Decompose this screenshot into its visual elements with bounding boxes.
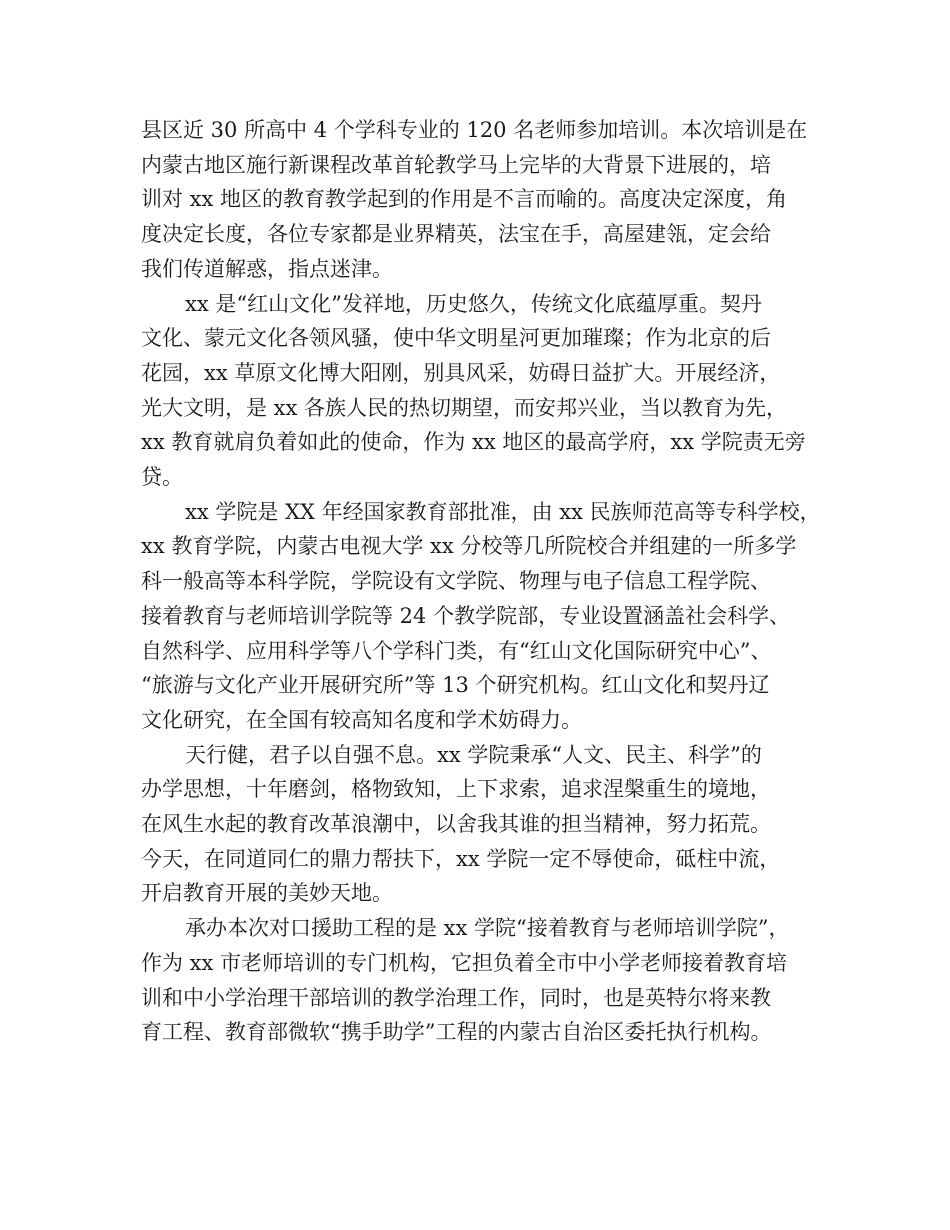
- text-line: 文化、蒙元文化各领风骚，使中华文明星河更加璀璨；作为北京的后: [141, 326, 771, 351]
- text-line: 办学思想，十年磨剑，格物致知，上下求索，追求涅槃重生的境地，: [141, 777, 771, 802]
- text-line: xx 教育就肩负着如此的使命，作为 xx 地区的最高学府，xx 学院责无旁: [141, 430, 806, 455]
- text-line: 县区近 30 所高中 4 个学科专业的 120 名老师参加培训。本次培训是在: [141, 118, 808, 142]
- text-line: 自然科学、应用科学等八个学科门类，有“红山文化国际研究中心”、: [141, 638, 772, 663]
- paragraph: [141, 287, 831, 495]
- paragraph: [141, 495, 831, 738]
- text-line: 在风生水起的教育改革浪潮中，以舍我其谁的担当精神，努力拓荒。: [141, 812, 771, 837]
- text-line: 贷。: [141, 465, 183, 490]
- text-line: xx 教育学院，内蒙古电视大学 xx 分校等几所院校合并组建的一所多学: [141, 534, 797, 559]
- paragraph: [141, 911, 831, 1050]
- text-line: “旅游与文化产业开展研究所”等 13 个研究机构。红山文化和契丹辽: [141, 673, 770, 698]
- text-line: 花园，xx 草原文化博大阳刚，别具风采，妨碍日益扩大。开展经济，: [141, 360, 781, 385]
- text-line: 作为 xx 市老师培训的专门机构，它担负着全市中小学老师接着教育培: [141, 950, 788, 975]
- text-line: 育工程、教育部微软“携手助学”工程的内蒙古自治区委托执行机构。: [141, 1020, 772, 1045]
- text-line: 光大文明，是 xx 各族人民的热切期望，而安邦兴业，当以教育为先，: [141, 395, 788, 420]
- text-line: 度决定长度，各位专家都是业界精英，法宝在手，高屋建瓴，定会给: [141, 222, 771, 247]
- text-line: 文化研究，在全国有较高知名度和学术妨碍力。: [141, 707, 582, 732]
- text-line: 内蒙古地区施行新课程改革首轮教学马上完毕的大背景下进展的，培: [141, 152, 771, 177]
- text-line: 训和中小学治理干部培训的教学治理工作，同时，也是英特尔将来教: [141, 985, 771, 1010]
- text-line: 科一般高等本科学院，学院设有文学院、物理与电子信息工程学院、: [141, 569, 771, 594]
- text-line: 今天，在同道同仁的鼎力帮扶下，xx 学院一定不辱使命，砥柱中流，: [141, 846, 781, 871]
- text-line: 承办本次对口援助工程的是 xx 学院“接着教育与老师培训学院”，: [185, 916, 790, 941]
- text-line: xx 是“红山文化”发祥地，历史悠久，传统文化底蕴厚重。契丹: [185, 291, 762, 316]
- paragraph: [141, 738, 831, 912]
- text-line: 天行健，君子以自强不息。xx 学院秉承“人文、民主、科学”的: [185, 742, 762, 767]
- text-line: 开启教育开展的美妙天地。: [141, 881, 393, 906]
- text-line: 接着教育与老师培训学院等 24 个教学院部，专业设置涵盖社会科学、: [141, 603, 791, 628]
- text-line: 我们传道解惑，指点迷津。: [141, 256, 393, 281]
- paragraph: [141, 113, 831, 287]
- text-line: 训对 xx 地区的教育教学起到的作用是不言而喻的。高度决定深度，角: [141, 187, 788, 212]
- text-line: xx 学院是 XX 年经国家教育部批准，由 xx 民族师范高等专科学校，: [185, 499, 821, 524]
- document-body: [141, 113, 831, 1050]
